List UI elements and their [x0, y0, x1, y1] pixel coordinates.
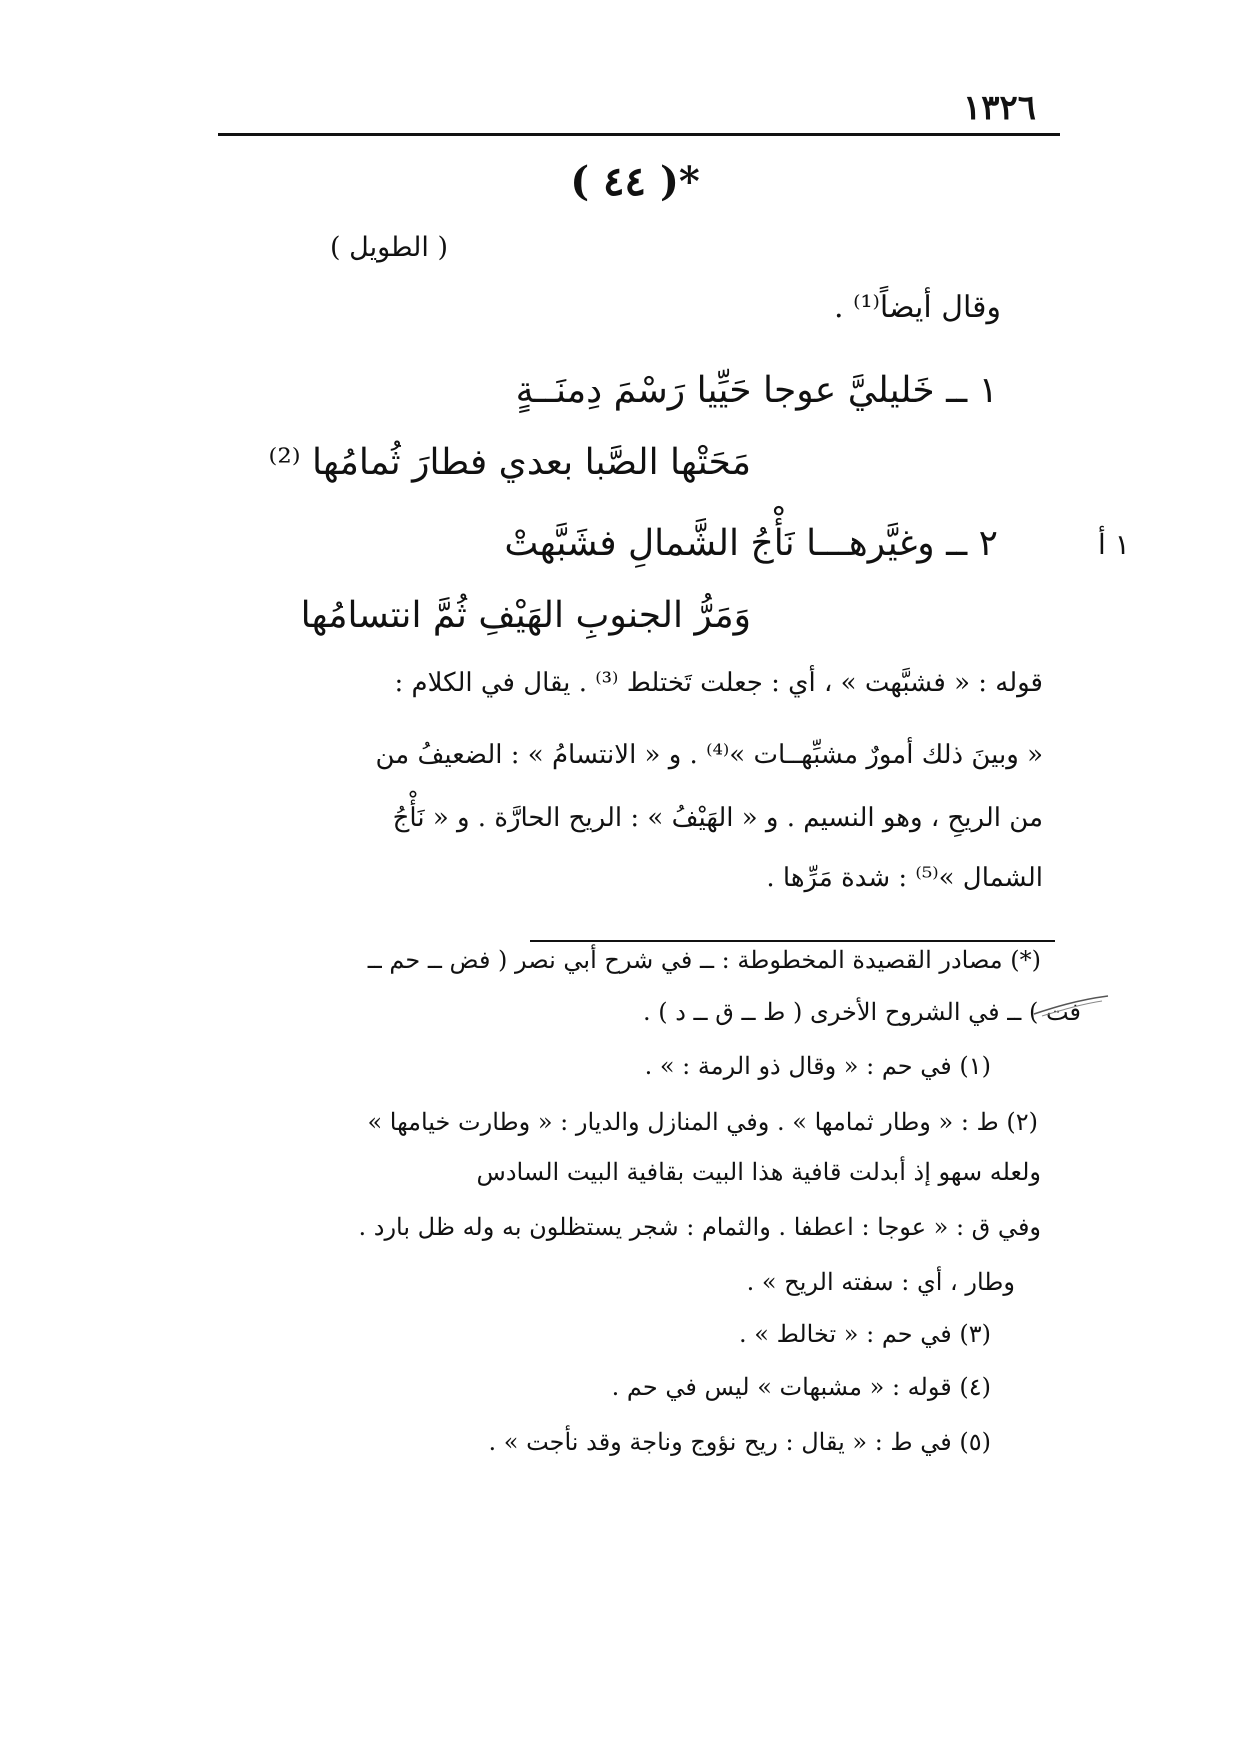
commentary-line: الشمال »⁽⁵⁾ : شدة مَرِّها . — [766, 863, 1043, 893]
manuscript-folio-marker: ١ أ — [1098, 528, 1130, 561]
footnote-line: (١) في حم : « وقال ذو الرمة : » . — [644, 1052, 991, 1080]
footnote-line: وفي ق : « عوجا : اعطفا . والثمام : شجر يستظلون به وله ظل بارد . — [358, 1213, 1041, 1241]
footnote-rule — [530, 940, 1055, 942]
footnote-line: وطار ، أي : سفته الريح » . — [746, 1268, 1015, 1296]
verse-2-first-hemistich: ٢ ــ وغيَّرهـــا نَأْجُ الشَّمالِ فشَبَّهتْ — [504, 523, 998, 564]
poem-meter: ( الطويل ) — [330, 232, 449, 263]
footnote-line: (٣) في حم : « تخالط » . — [739, 1320, 991, 1348]
commentary-line: من الريحِ ، وهو النسيم . و « الهَيْفُ » : الريح الحارَّة . و « نَأْجُ — [392, 803, 1043, 833]
verse-2-second-hemistich: وَمَرُّ الجنوبِ الهَيْفِ ثُمَّ انتسامُها — [300, 595, 751, 636]
verse-1-second-hemistich: مَحَتْها الصَّبا بعدي فطارَ ثُمامُها ⁽²⁾ — [268, 442, 751, 483]
footnote-line: فت ) ــ في الشروح الأخرى ( ط ــ ق ــ د ) . — [642, 998, 1081, 1026]
footnote-line: (٤) قوله : « مشبهات » ليس في حم . — [611, 1373, 991, 1401]
footnote-line: (٥) في ط : « يقال : ريح نؤوج وناجة وقد نأجت » . — [488, 1428, 991, 1456]
footnote-line: (٢) ط : « وطار ثمامها » . وفي المنازل والديار : « وطارت خيامها » — [367, 1108, 1038, 1136]
footnote-line: ولعله سهو إذ أبدلت قافية هذا البيت بقافية البيت السادس — [476, 1158, 1041, 1186]
page-number: ١٣٢٦ — [962, 88, 1036, 128]
commentary-line: قوله : « فشبَّهت » ، أي : جعلت تَختلط ⁽³⁾ . يقال في الكلام : — [394, 668, 1043, 698]
header-rule — [218, 133, 1060, 136]
footnote-line: (*) مصادر القصيدة المخطوطة : ــ في شرح أبي نصر ( فض ــ حم ــ — [367, 946, 1041, 974]
commentary-line: « وبينَ ذلك أمورٌ مشبِّهــات »⁽⁴⁾ . و « الانتسامُ » : الضعيفُ من — [375, 740, 1043, 770]
pencil-mark — [1032, 992, 1112, 1022]
poem-intro: وقال أيضاً⁽¹⁾ . — [834, 290, 1001, 325]
verse-1-first-hemistich: ١ ــ خَليليَّ عوجا حَيِّيا رَسْمَ دِمنَــةٍ — [515, 370, 998, 411]
poem-number: ( ٤٤ )* — [570, 158, 700, 205]
